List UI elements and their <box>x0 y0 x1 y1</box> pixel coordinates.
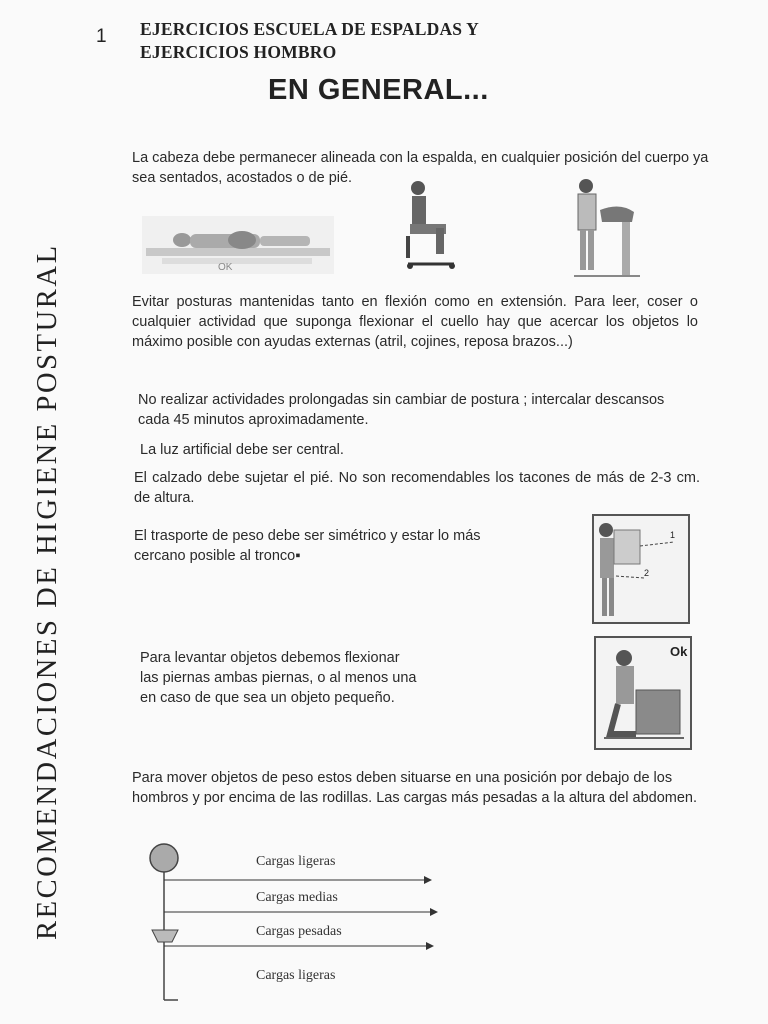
transport-label-2: 2 <box>644 568 650 578</box>
paragraph-breaks: No realizar actividades prolongadas sin cambiar de postura ; intercalar descansos cada 45 minutos aproximadamente. <box>138 392 665 428</box>
paragraph-avoid-postures: Evitar posturas mantenidas tanto en flexión como en extensión. Para leer, coser o cualquier actividad que suponga flexionar el cuello hay que acercar los objetos lo máximo posible con ayudas externas (atril, cojines, reposa brazos...) <box>132 294 698 350</box>
paragraph-transport: El trasporte de peso debe ser simétrico y estar lo más cercano posible al tronco▪ <box>134 526 584 566</box>
side-title: RECOMENDACIONES DE HIGIENE POSTURAL <box>32 243 63 940</box>
abdomen-marker <box>152 930 178 942</box>
transport-label-1: 1 <box>670 530 676 540</box>
paragraph-footwear: El calzado debe sujetar el pié. No son recomendables los tacones de más de 2-3 cm. de altura. <box>134 470 700 506</box>
transport-line-1: El trasporte de peso debe ser simétrico y estar lo más <box>134 528 481 544</box>
lifting-line-3: en caso de que sea un objeto pequeño. <box>140 690 395 706</box>
lifting-ok-label: Ok <box>670 644 688 659</box>
lifting-line-1: Para levantar objetos debemos flexionar <box>140 650 400 666</box>
page-number: 1 <box>96 26 107 47</box>
arrowhead-medium <box>430 908 438 916</box>
document-title-line-1: EJERCICIOS ESCUELA DE ESPALDAS Y <box>140 19 479 39</box>
head-circle <box>150 844 178 872</box>
document-title-line-2: EJERCICIOS HOMBRO <box>140 42 337 62</box>
load-label-light-upper: Cargas ligeras <box>256 854 336 869</box>
section-heading: EN GENERAL... <box>268 74 489 106</box>
load-label-medium: Cargas medias <box>256 890 338 905</box>
arrowhead-heavy <box>426 942 434 950</box>
arrowhead-light-upper <box>424 876 432 884</box>
lying-ok-label: OK <box>218 262 233 273</box>
lifting-line-2: las piernas ambas piernas, o al menos una <box>140 670 417 686</box>
load-label-heavy: Cargas pesadas <box>256 924 342 939</box>
paragraph-head-alignment: La cabeza debe permanecer alineada con la espalda, en cualquier posición del cuerpo ya sea sentados, acostados o de pié. <box>132 150 709 186</box>
paragraph-light: La luz artificial debe ser central. <box>140 442 344 458</box>
transport-line-2: cercano posible al tronco <box>134 548 296 564</box>
load-label-light-lower: Cargas ligeras <box>256 968 336 983</box>
paragraph-moving-weights: Para mover objetos de peso estos deben situarse en una posición por debajo de los hombros y por encima de las rodillas. Las cargas más pesadas a la altura del abdomen. <box>132 770 697 806</box>
